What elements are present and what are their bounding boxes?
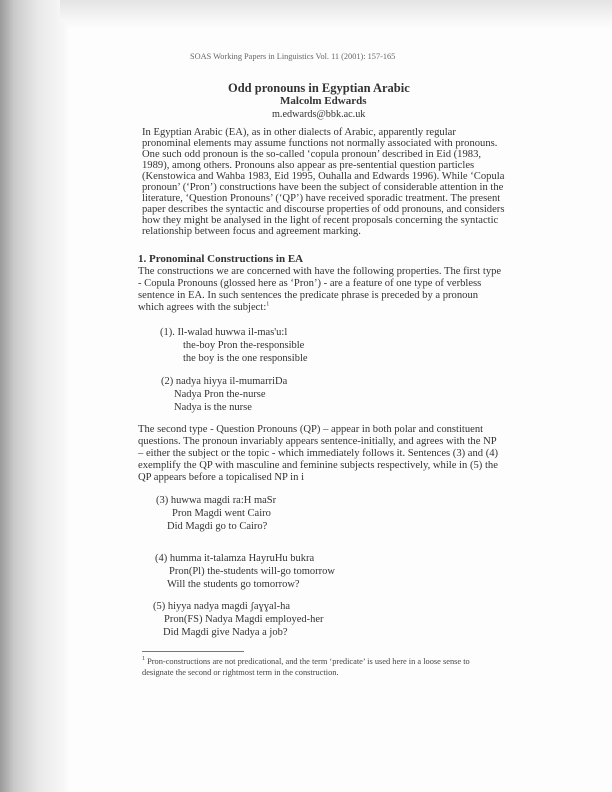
running-header: SOAS Working Papers in Linguistics Vol. 11 (2001): 157-165 <box>190 52 396 61</box>
body-line: sentence in EA. In such sentences the predicate phrase is preceded by a pronoun <box>138 290 479 301</box>
scan-shadow-top <box>60 0 612 30</box>
abstract-line: In Egyptian Arabic (EA), as in other dialects of Arabic, apparently regular <box>142 127 456 138</box>
abstract-line: One such odd pronoun is the so-called ‘copula pronoun’ described in Eid (1983, <box>142 149 482 160</box>
example-translation: Will the students go tomorrow? <box>167 579 300 590</box>
abstract-line: paper describes the syntactic and discourse properties of odd pronouns, and considers <box>142 204 505 215</box>
example-sentence: (3) huwwa magdi ra:H maSr <box>156 495 277 506</box>
footnote-mark: 1 <box>266 301 270 308</box>
example-translation: Nadya is the nurse <box>174 402 252 413</box>
example-sentence: (5) hiyya nadya magdi ʃaɣɣal-ha <box>153 601 291 612</box>
abstract-line: relationship between focus and agreement marking. <box>142 226 361 237</box>
scan-shadow-left <box>0 0 68 792</box>
body-line: QP appears before a topicalised NP in i <box>138 472 305 483</box>
author-email: m.edwards@bbk.ac.uk <box>272 109 366 120</box>
abstract-line: pronominal elements may assume functions not normally associated with pronouns. <box>142 138 498 149</box>
footnote-text: Pron-constructions are not predicational, and the term ‘predicate’ is used here in a loose sense to <box>147 657 470 666</box>
body-line: The second type - Question Pronouns (QP) – appear in both polar and constituent <box>138 424 484 435</box>
example-gloss: Pron(Pl) the-students will-go tomorrow <box>169 566 335 577</box>
example-gloss: Pron(FS) Nadya Magdi employed-her <box>164 614 324 625</box>
abstract-line: pronoun’ (‘Pron’) constructions have been the subject of considerable attention in the <box>142 182 504 193</box>
abstract-line: (Kenstowica and Wahba 1983, Eid 1995, Ouhalla and Edwards 1996). While ‘Copula <box>142 171 505 182</box>
footnote-divider <box>142 651 244 652</box>
body-line: The constructions we are concerned with have the following properties. The first type <box>138 266 502 277</box>
author-name: Malcolm Edwards <box>280 95 367 107</box>
example-sentence: (4) humma it-talamza HayruHu bukra <box>155 553 315 564</box>
body-line: questions. The pronoun invariably appears sentence-initially, and agrees with the NP <box>138 436 497 447</box>
example-translation: the boy is the one responsible <box>183 353 308 364</box>
body-line: - Copula Pronouns (glossed here as ‘Pron’) - are a feature of one type of verbless <box>138 278 482 289</box>
body-line <box>138 302 269 313</box>
abstract-line: how they might be analysed in the light of recent proposals concerning the syntactic <box>142 215 499 226</box>
paper-title: Odd pronouns in Egyptian Arabic <box>228 81 410 95</box>
footnote-number: 1 <box>142 656 145 663</box>
footnote-line: designate the second or rightmost term in the construction. <box>142 668 339 677</box>
example-sentence: (2) nadya hiyya il-mumarriDa <box>161 376 288 387</box>
example-translation: Did Magdi give Nadya a job? <box>163 627 288 638</box>
abstract-line: 1989), among others. Pronouns also appear as pre-sentential question particles <box>142 160 475 171</box>
abstract-line: literature, ‘Question Pronouns’ (‘QP’) have received sporadic treatment. The present <box>142 193 501 204</box>
body-line: exemplify the QP with masculine and feminine subjects respectively, while in (5) the <box>138 460 498 471</box>
example-gloss: Nadya Pron the-nurse <box>174 389 266 400</box>
section-heading: 1. Pronominal Constructions in EA <box>138 253 304 265</box>
example-translation: Did Magdi go to Cairo? <box>167 521 268 532</box>
footnote-line <box>142 657 470 667</box>
body-line-text: which agrees with the subject: <box>138 302 267 313</box>
example-gloss: the-boy Pron the-responsible <box>183 340 305 351</box>
example-gloss: Pron Magdi went Cairo <box>172 508 271 519</box>
example-sentence: (1). Il-walad huwwa il-mas'u:l <box>160 327 288 338</box>
body-line: – either the subject or the topic - which immediately follows it. Sentences (3) and (4) <box>138 448 499 459</box>
